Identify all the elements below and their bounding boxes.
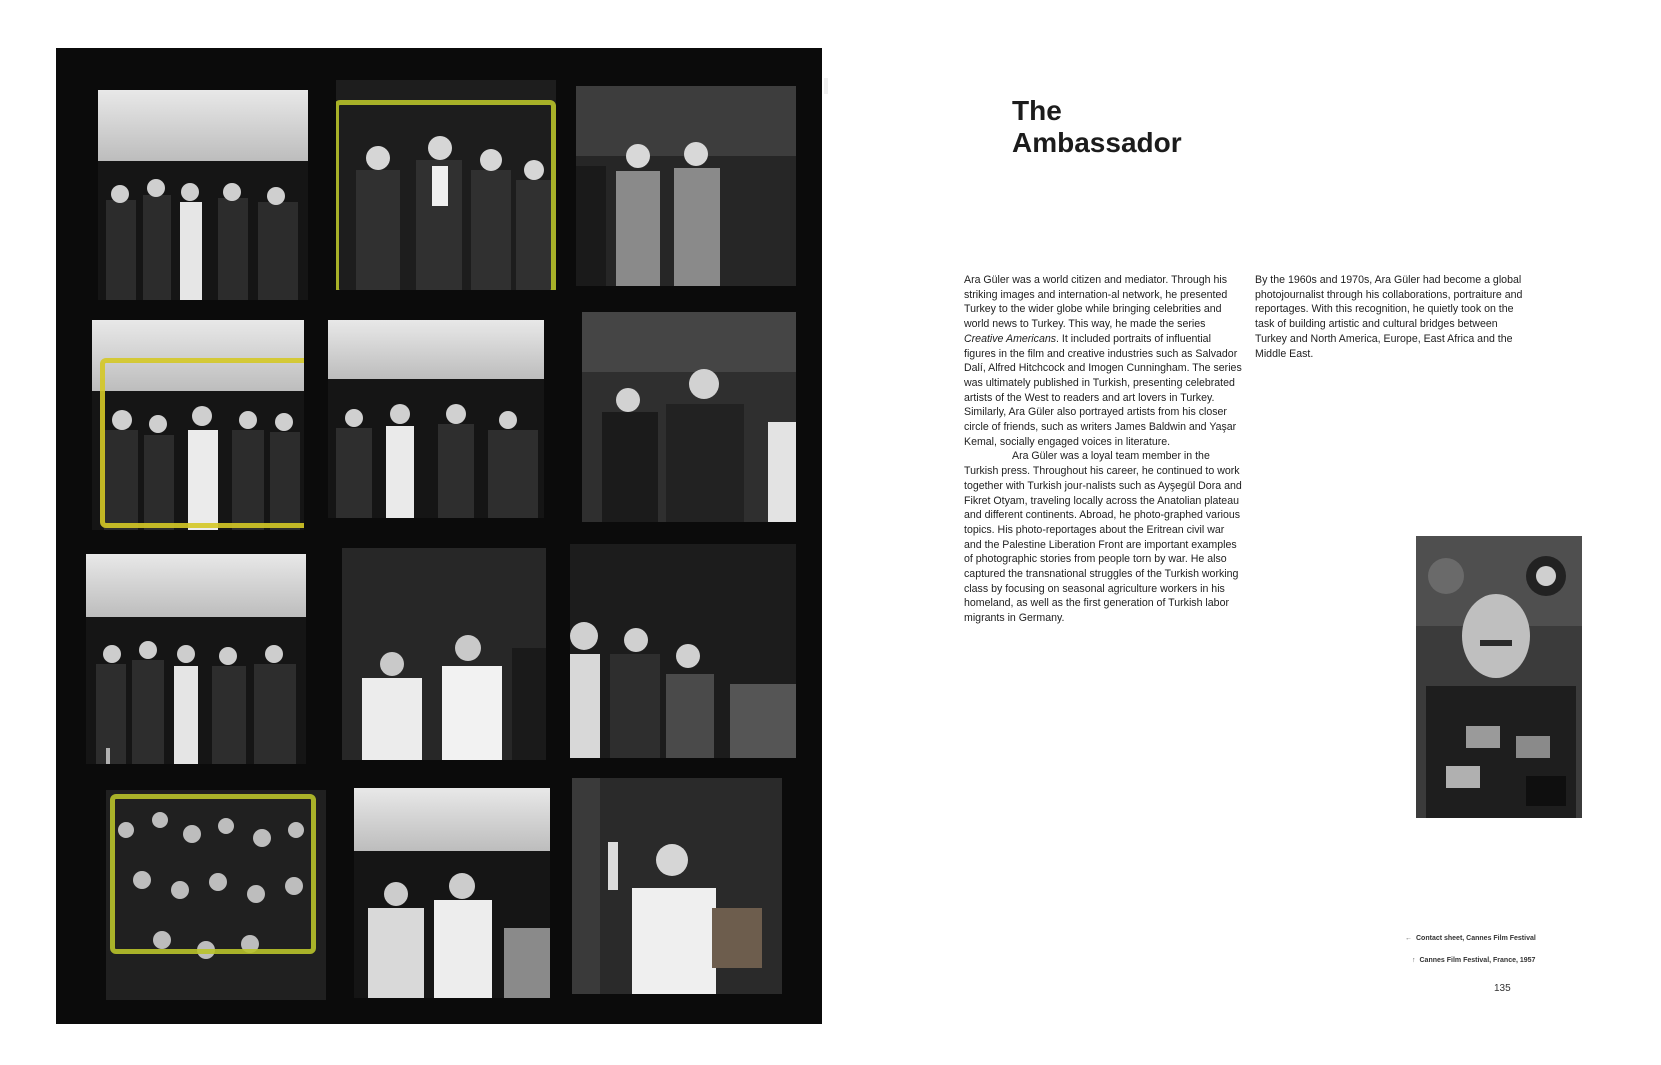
body-column-1 (964, 273, 1242, 626)
contact-frame-1 (98, 90, 308, 300)
contact-frame-4 (92, 320, 304, 530)
contact-frame-7 (86, 554, 306, 764)
awning-shape (354, 788, 550, 851)
contact-frame-3 (576, 86, 796, 286)
highlight-mark (110, 794, 316, 954)
awning-shape (86, 554, 306, 617)
highlight-mark (336, 100, 556, 290)
contact-frame-6 (582, 312, 796, 522)
contact-frame-11 (354, 788, 550, 998)
couple-portrait-illustration (582, 312, 796, 522)
caption-contact-sheet (1405, 935, 1536, 942)
body-paragraph-1 (964, 273, 1242, 449)
arrow-left-icon: ← (1405, 935, 1412, 942)
photographer-portrait-photo (1416, 536, 1582, 818)
awning-shape (328, 320, 544, 379)
photographer-illustration (1416, 536, 1582, 818)
body-text: Ara Güler was a world citizen and mediator. Through his striking images and internation-al network, he presented Turkey to the wider globe while bringing celebrities and world news to Turkey. This way, he made the series (964, 274, 1228, 331)
caption-text: Contact sheet, Cannes Film Festival (1416, 935, 1536, 942)
body-paragraph-3: By the 1960s and 1970s, Ara Güler had become a global photojournalist through his collaborations, portraiture and reportages. With this recognition, he quietly took on the task of building artistic and cultural bridges between Turkey and North America, Europe, East Africa and the Middle East. (1255, 274, 1523, 360)
caption-text: Cannes Film Festival, France, 1957 (1419, 957, 1536, 964)
body-paragraph-2: Ara Güler was a loyal team member in the Turkish press. Throughout his career, he continued to work together with Turkish jour-nalists such as Ayşegül Dora and Fikret Otyam, traveling locally across the Anatolian plateau and different continents. Abroad, he photo-graphed various topics. His photo-reportages about the Eritrean civil war and the Palestine Liberation Front are important examples of photographic stories from people torn by war. He also captured the transnational struggles of the Turkish working class by focusing on seasonal agriculture workers in his homeland, as well as the first generation of Turkish labor migrants in Germany. (964, 450, 1242, 625)
arrow-up-icon: ↑ (1412, 957, 1416, 964)
contact-frame-10 (106, 790, 326, 1000)
title-line-1: The (1012, 95, 1062, 126)
group-portrait-illustration (570, 544, 796, 758)
film-edge-mark (106, 748, 110, 764)
film-edge-mark (824, 78, 828, 94)
body-column-2 (1255, 273, 1525, 361)
highlight-mark (100, 358, 304, 528)
caption-portrait (1412, 957, 1535, 964)
contact-frame-5 (328, 320, 544, 518)
women-portrait-illustration (576, 86, 796, 286)
title-line-2: Ambassador (1012, 127, 1182, 158)
awning-shape (98, 90, 308, 161)
woman-waving-illustration (572, 778, 782, 994)
page-number: 135 (1494, 983, 1511, 994)
body-text: . It included portraits of influential figures in the film and creative industries such as Salvador Dalí, Alfred Hitchcock and Imogen Cunningham. The series was ultimately published in Turkish, presenting celebrated artists of the West to readers and art lovers in Turkey. Similarly, Ara Güler also portrayed artists from his closer circle of friends, such as writers James Baldwin and Yaşar Kemal, socially engaged voices in literature. (964, 332, 1242, 448)
series-title: Creative Americans (964, 332, 1057, 345)
contact-sheet-photo (56, 48, 822, 1024)
contact-frame-12 (572, 778, 782, 994)
contact-frame-2 (336, 80, 556, 290)
page-title (1012, 95, 1182, 159)
women-portrait-illustration (342, 548, 546, 760)
contact-frame-8 (342, 548, 546, 760)
contact-frame-9 (570, 544, 796, 758)
